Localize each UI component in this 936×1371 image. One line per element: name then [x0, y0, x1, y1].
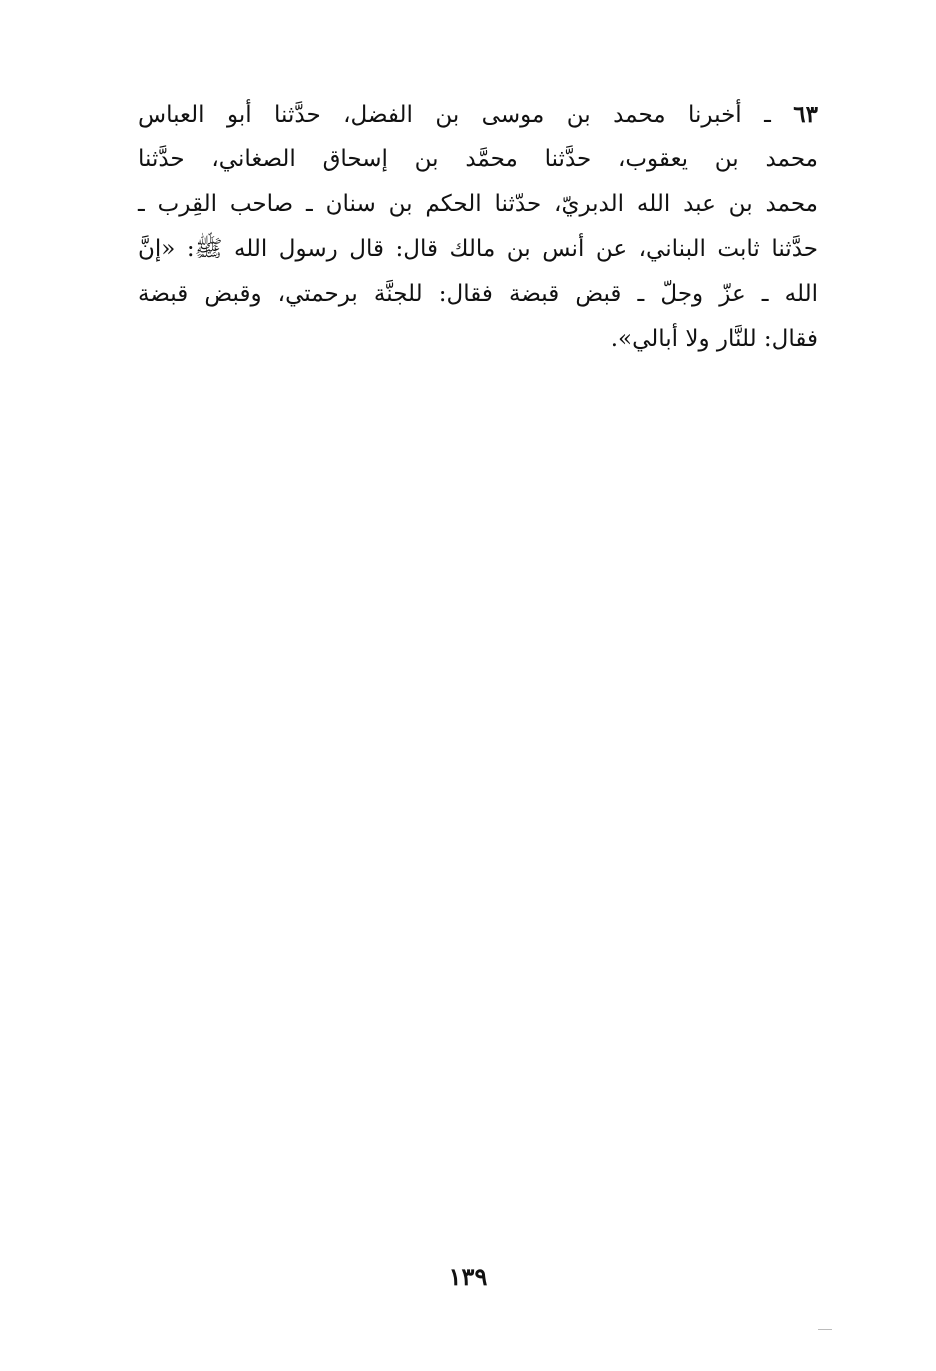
hadith-line-1: ٦٣ ـ أخبرنا محمد بن موسى بن الفضل، حدَّثنا أبو العباس — [138, 101, 818, 128]
hadith-line-3: محمد بن عبد الله الدبريّ، حدّثنا الحكم بن سنان ـ صاحب القِرب ـ — [138, 191, 818, 217]
hadith-line-6: فقال: للنَّار ولا أبالي». — [610, 326, 818, 352]
hadith-line-1-text: أخبرنا محمد بن موسى بن الفضل، حدَّثنا أبو العباس — [138, 102, 742, 128]
hadith-text-block — [138, 92, 818, 362]
page-number: ١٣٩ — [448, 1262, 488, 1291]
hadith-number: ٦٣ — [793, 101, 818, 128]
scan-margin-mark — [818, 1329, 832, 1330]
hadith-line-5: الله ـ عزّ وجلّ ـ قبض قبضة فقال: للجنَّة برحمتي، وقبض قبضة — [138, 281, 818, 307]
hadith-line-4: حدَّثنا ثابت البناني، عن أنس بن مالك قال: قال رسول الله ﷺ: «إنَّ — [138, 236, 818, 262]
hadith-line-2: محمد بن يعقوب، حدَّثنا محمَّد بن إسحاق الصغاني، حدَّثنا — [138, 146, 818, 172]
